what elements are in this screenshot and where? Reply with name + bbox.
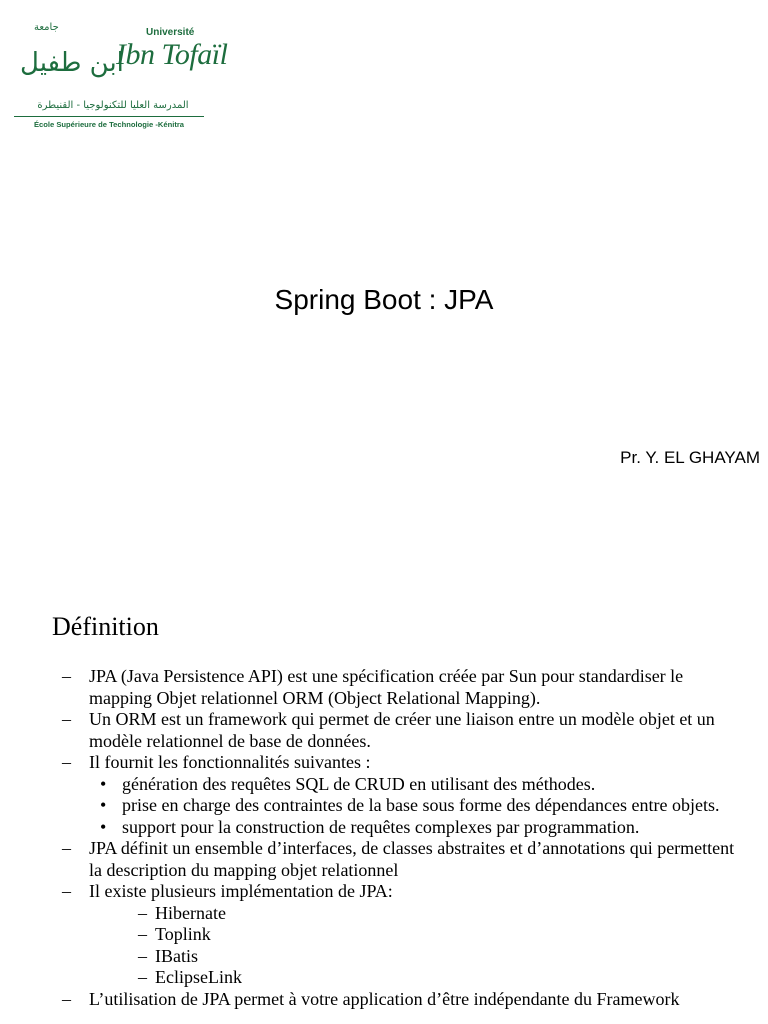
dash-marker: – xyxy=(62,838,71,858)
list-item xyxy=(62,752,742,774)
list-item xyxy=(62,838,742,881)
dash-marker: – xyxy=(138,945,147,966)
dash-marker: – xyxy=(62,752,71,772)
implementation-item xyxy=(62,967,742,989)
implementation-name: Hibernate xyxy=(155,902,226,923)
logo-french-university-word: Université xyxy=(146,27,195,38)
slide-author: Pr. Y. EL GHAYAM xyxy=(620,448,760,467)
dash-marker: – xyxy=(138,967,147,987)
dash-marker: – xyxy=(138,924,147,944)
sub-list-item xyxy=(62,774,742,796)
implementation-item xyxy=(62,924,742,946)
definition-list xyxy=(62,666,742,1010)
logo-divider xyxy=(14,116,204,117)
implementation-name: Toplink xyxy=(155,924,211,944)
list-item-text: JPA définit un ensemble d’interfaces, de classes abstraites et d’annotations qui permettent la description du mapping objet relationnel xyxy=(89,838,735,880)
sub-list-item xyxy=(62,817,742,839)
university-logo xyxy=(12,10,228,136)
sub-list-item-text: support pour la construction de requêtes complexes par programmation. xyxy=(122,816,640,837)
section-heading: Définition xyxy=(52,612,159,641)
logo-french-university-name: Ibn Tofaïl xyxy=(116,38,228,71)
bullet-marker: • xyxy=(100,795,107,815)
logo-french-school-name: École Supérieure de Technologie -Kénitra xyxy=(33,120,185,129)
sub-list-item xyxy=(62,795,742,817)
list-item-text: Un ORM est un framework qui permet de créer une liaison entre un modèle objet et un modèle relationnel de base de données. xyxy=(89,709,715,751)
implementation-item xyxy=(62,903,742,925)
sub-list-item-text: prise en charge des contraintes de la base sous forme des dépendances entre objets. xyxy=(122,795,720,815)
list-item-text: L’utilisation de JPA permet à votre application d’être indépendante du Framework xyxy=(89,988,680,1009)
logo-arabic-university-name: ابن طفيل xyxy=(20,48,124,78)
list-item-text: Il existe plusieurs implémentation de JPA: xyxy=(89,881,393,901)
dash-marker: – xyxy=(138,902,147,923)
dash-marker: – xyxy=(62,988,71,1009)
bullet-marker: • xyxy=(100,816,107,837)
sub-list-item-text: génération des requêtes SQL de CRUD en utilisant des méthodes. xyxy=(122,773,596,794)
dash-marker: – xyxy=(62,881,71,901)
list-item-text: Il fournit les fonctionnalités suivantes : xyxy=(89,752,371,772)
dash-marker: – xyxy=(62,709,71,729)
list-item-text: JPA (Java Persistence API) est une spécification créée par Sun pour standardiser le mapping Objet relationnel ORM (Object Relational Mapping). xyxy=(89,666,684,708)
list-item xyxy=(62,989,742,1011)
logo-arabic-school-name: المدرسة العليا للتكنولوجيا - القنيطرة xyxy=(37,100,189,111)
implementation-item xyxy=(62,946,742,968)
logo-arabic-university-word: جامعة xyxy=(34,22,59,33)
list-item xyxy=(62,666,742,709)
slide-title: Spring Boot : JPA xyxy=(274,284,494,315)
list-item xyxy=(62,881,742,903)
dash-marker: – xyxy=(62,666,71,686)
list-item xyxy=(62,709,742,752)
implementation-name: IBatis xyxy=(155,945,198,966)
implementation-name: EclipseLink xyxy=(155,967,242,987)
bullet-marker: • xyxy=(100,773,107,794)
